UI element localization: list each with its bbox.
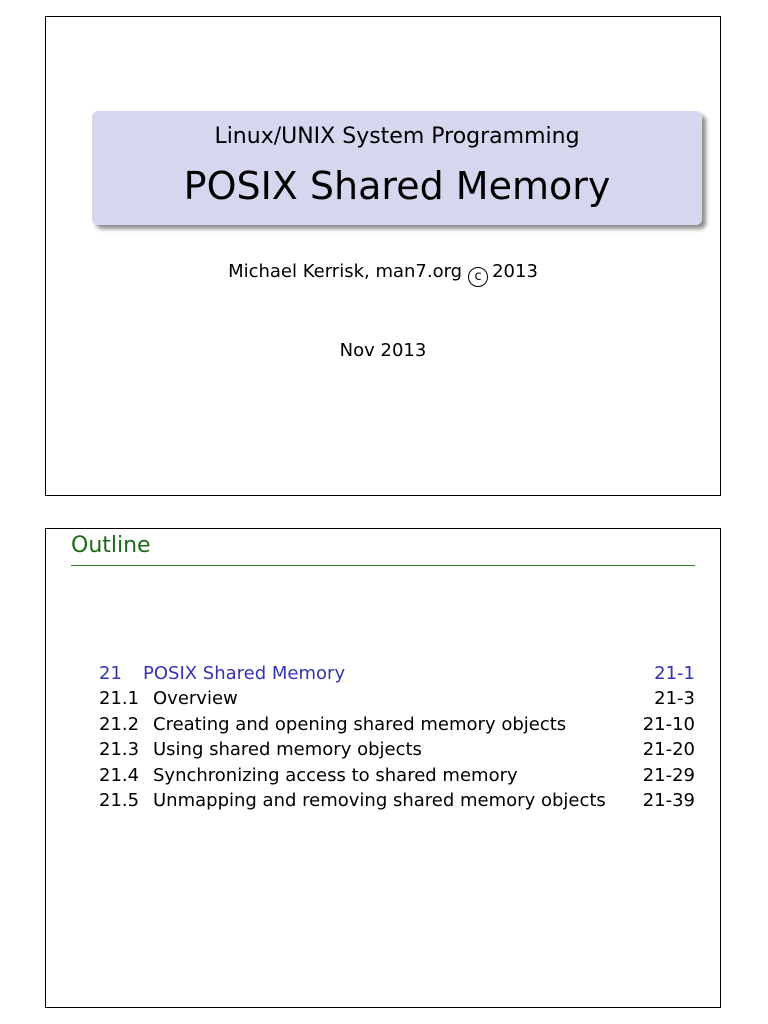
toc-section-row[interactable]	[99, 661, 695, 686]
title-box	[92, 111, 702, 225]
title-slide	[45, 16, 721, 496]
outline-slide	[45, 528, 721, 1008]
toc-title: Synchronizing access to shared memory	[153, 764, 518, 786]
toc-subsection-row[interactable]	[99, 763, 695, 788]
toc-title: POSIX Shared Memory	[143, 663, 346, 684]
toc-title: Overview	[153, 688, 238, 710]
author-name: Michael Kerrisk, man7.org	[228, 261, 463, 282]
toc-number: 21.1	[99, 688, 140, 710]
presentation-title: POSIX Shared Memory	[183, 164, 611, 208]
toc-number: 21.2	[99, 713, 140, 735]
toc-subsection-row[interactable]	[99, 737, 695, 762]
toc-number: 21	[99, 663, 122, 684]
toc-title: Creating and opening shared memory objects	[153, 713, 567, 735]
toc-page: 21-20	[642, 739, 695, 761]
toc-page: 21-10	[642, 713, 695, 735]
toc-title: Unmapping and removing shared memory objects	[153, 789, 606, 811]
table-of-contents	[99, 661, 695, 813]
toc-page: 21-29	[642, 764, 695, 786]
toc-page: 21-3	[654, 688, 695, 710]
toc-subsection-row[interactable]	[99, 712, 695, 737]
toc-title: Using shared memory objects	[153, 739, 422, 761]
toc-number: 21.4	[99, 764, 140, 786]
heading-divider	[71, 565, 695, 566]
toc-number: 21.3	[99, 739, 140, 761]
toc-page: 21-1	[654, 663, 695, 684]
presentation-date: Nov 2013	[339, 340, 427, 361]
author-line	[46, 260, 720, 287]
toc-number: 21.5	[99, 789, 140, 811]
toc-subsection-row[interactable]	[99, 686, 695, 711]
course-subtitle: Linux/UNIX System Programming	[214, 124, 580, 149]
toc-page: 21-39	[642, 789, 695, 811]
toc-subsection-row[interactable]	[99, 788, 695, 813]
copyright-year: 2013	[492, 261, 538, 282]
outline-heading: Outline	[71, 533, 151, 558]
copyright-icon: c	[468, 267, 488, 287]
